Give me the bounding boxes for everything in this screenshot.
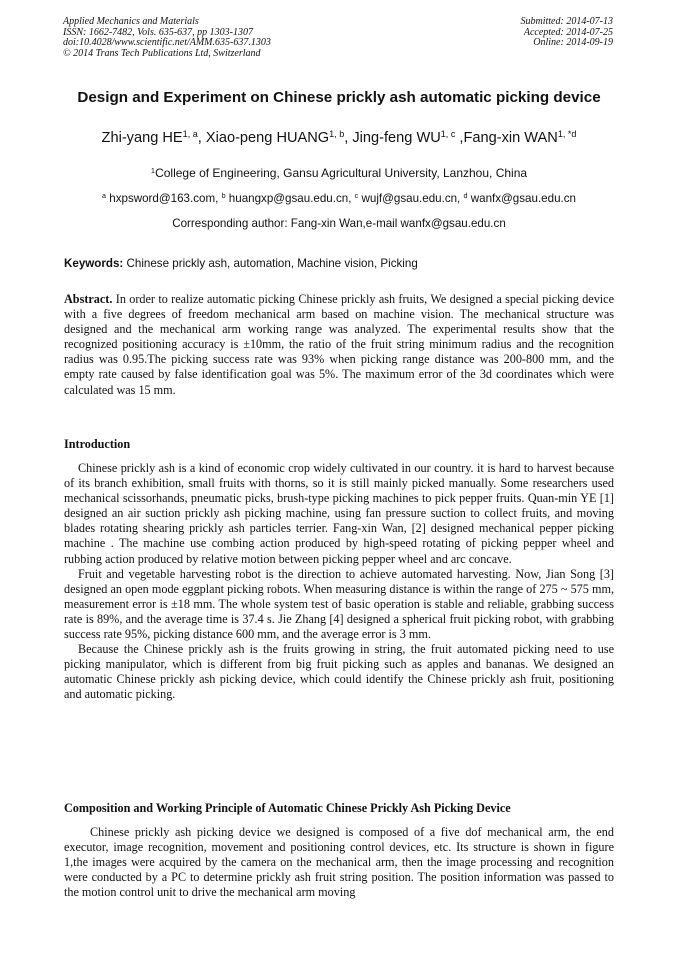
keywords-label: Keywords:: [64, 257, 124, 270]
email-link[interactable]: hxpsword@163.com,: [109, 192, 222, 205]
paragraph: Fruit and vegetable harvesting robot is the direction to achieve automated harvesting. Now, Jian Song [3] designed an open mode eggplant picking robots. When measuring distance is within the range of 275 ~ 575 mm, measurement error is ±18 mm. The whole system test of basic operation is stable and reliable, grabbing success rate is 89%, and the average time is 37.4 s. Jie Zhang [4] designed a spherical fruit picking robot, with grabbing success rate 95%, picking distance 600 mm, and the average error is 3 mm.: [64, 566, 614, 642]
journal-name: Applied Mechanics and Materials: [63, 16, 199, 27]
issn-line: ISSN: 1662-7482, Vols. 635-637, pp 1303-1307: [63, 26, 253, 38]
paragraph: Chinese prickly ash picking device we designed is composed of a five dof mechanical arm, the end executor, image recognition, movement and positioning control devices, etc. Its structure is shown in figure 1,the images were acquired by the camera on the mechanical arm, then the image processing and recognition were conducted by a PC to determine prickly ash fruit string position. The position information was passed to the motion control unit to drive the mechanical arm moving: [64, 825, 614, 900]
author-emails: $^a$ hxpsword@163.com, $^b$ huangxp@gsau.edu.cn, $^c$ wujf@gsau.edu.cn, $^d$ wanfx@gsau.edu.cn: [102, 191, 576, 205]
dates-header: [521, 17, 614, 49]
section-heading-composition: Composition and Working Principle of Automatic Chinese Prickly Ash Picking Device: [64, 801, 511, 815]
abstract-label: Abstract.: [64, 292, 113, 306]
corresponding-author: Corresponding author: Fang-xin Wan,e-mail wanfx@gsau.edu.cn: [172, 217, 506, 230]
online-date: Online: 2014-09-19: [533, 37, 613, 49]
email-link[interactable]: huangxp@gsau.edu.cn,: [228, 192, 355, 205]
introduction-body: [64, 461, 614, 703]
affiliation: $^1$College of Engineering, Gansu Agricultural University, Lanzhou, China: [150, 165, 528, 180]
submitted-date: Submitted: 2014-07-13: [520, 16, 613, 27]
abstract: [64, 292, 614, 398]
copyright-line: © 2014 Trans Tech Publications Ltd, Switzerland: [63, 47, 261, 59]
keywords: [64, 257, 418, 270]
author: Fang-xin $WAN^{1, *d}$: [463, 129, 577, 146]
section-heading-introduction: Introduction: [64, 437, 131, 451]
email-link[interactable]: wujf@gsau.edu.cn,: [361, 192, 464, 205]
paper-title: Design and Experiment on Chinese prickly ash automatic picking device: [77, 89, 601, 106]
doi-line: doi:10.4028/www.scientific.net/AMM.635-637.1303: [63, 37, 271, 49]
email-link[interactable]: wanfx@gsau.edu.cn: [470, 192, 576, 205]
accepted-date: Accepted: 2014-07-25: [523, 26, 613, 38]
author-list: [30, 130, 648, 146]
composition-body: [64, 825, 614, 900]
journal-header: [63, 17, 271, 59]
keywords-text: Chinese prickly ash, automation, Machine vision, Picking: [123, 257, 418, 270]
abstract-text: In order to realize automatic picking Chinese prickly ash fruits, We designed a special picking device with a five degrees of freedom mechanical arm based on machine vision. The mechanical structure was designed and the mechanical arm working range was analyzed. The experimental results show that the recognized positioning accuracy is ±10mm, the ratio of the fruit string minimum radius and the recognition radius was 0.95.The picking success rate was 93% when picking range distance was 200-800 mm, and the empty rate caused by false identification goal was 5%. The maximum error of the 3d coordinates which were calculated was 15 mm.: [64, 292, 614, 397]
paragraph: Because the Chinese prickly ash is the fruits growing in string, the fruit automated picking need to use picking manipulator, which is different from big fruit picking such as apples and bananas. We designed an automatic Chinese prickly ash picking device, which could identify the Chinese prickly ash fruit, positioning and automatic picking.: [64, 642, 614, 702]
author: Jing-feng WU$^{1, c}$ ,: [352, 129, 464, 146]
paragraph: Chinese prickly ash is a kind of economic crop widely cultivated in our country. it is hard to harvest because of its branch exhibition, small fruits with thorns, so it is still mainly picked manually. Some researchers used mechanical scissorhands, pneumatic picks, brush-type picking machines to pick pepper fruits. Quan-min YE [1] designed an air suction prickly ash picking machine, using fan pressure suction to collect fruits, and moving blades rotating shearing prickly ash particles terrier. Fang-xin Wan, [2] designed mechanical pepper picking machine . The machine use combing action produced by high-speed rotating of picking pepper wheel and rubbing action produced by relative motion between picking pepper wheel and arc concave.: [64, 461, 614, 566]
author: Zhi-yang HE$^{1, a}$,: [101, 129, 206, 146]
author: Xiao-peng HUANG$^{1, b}$,: [205, 129, 353, 146]
